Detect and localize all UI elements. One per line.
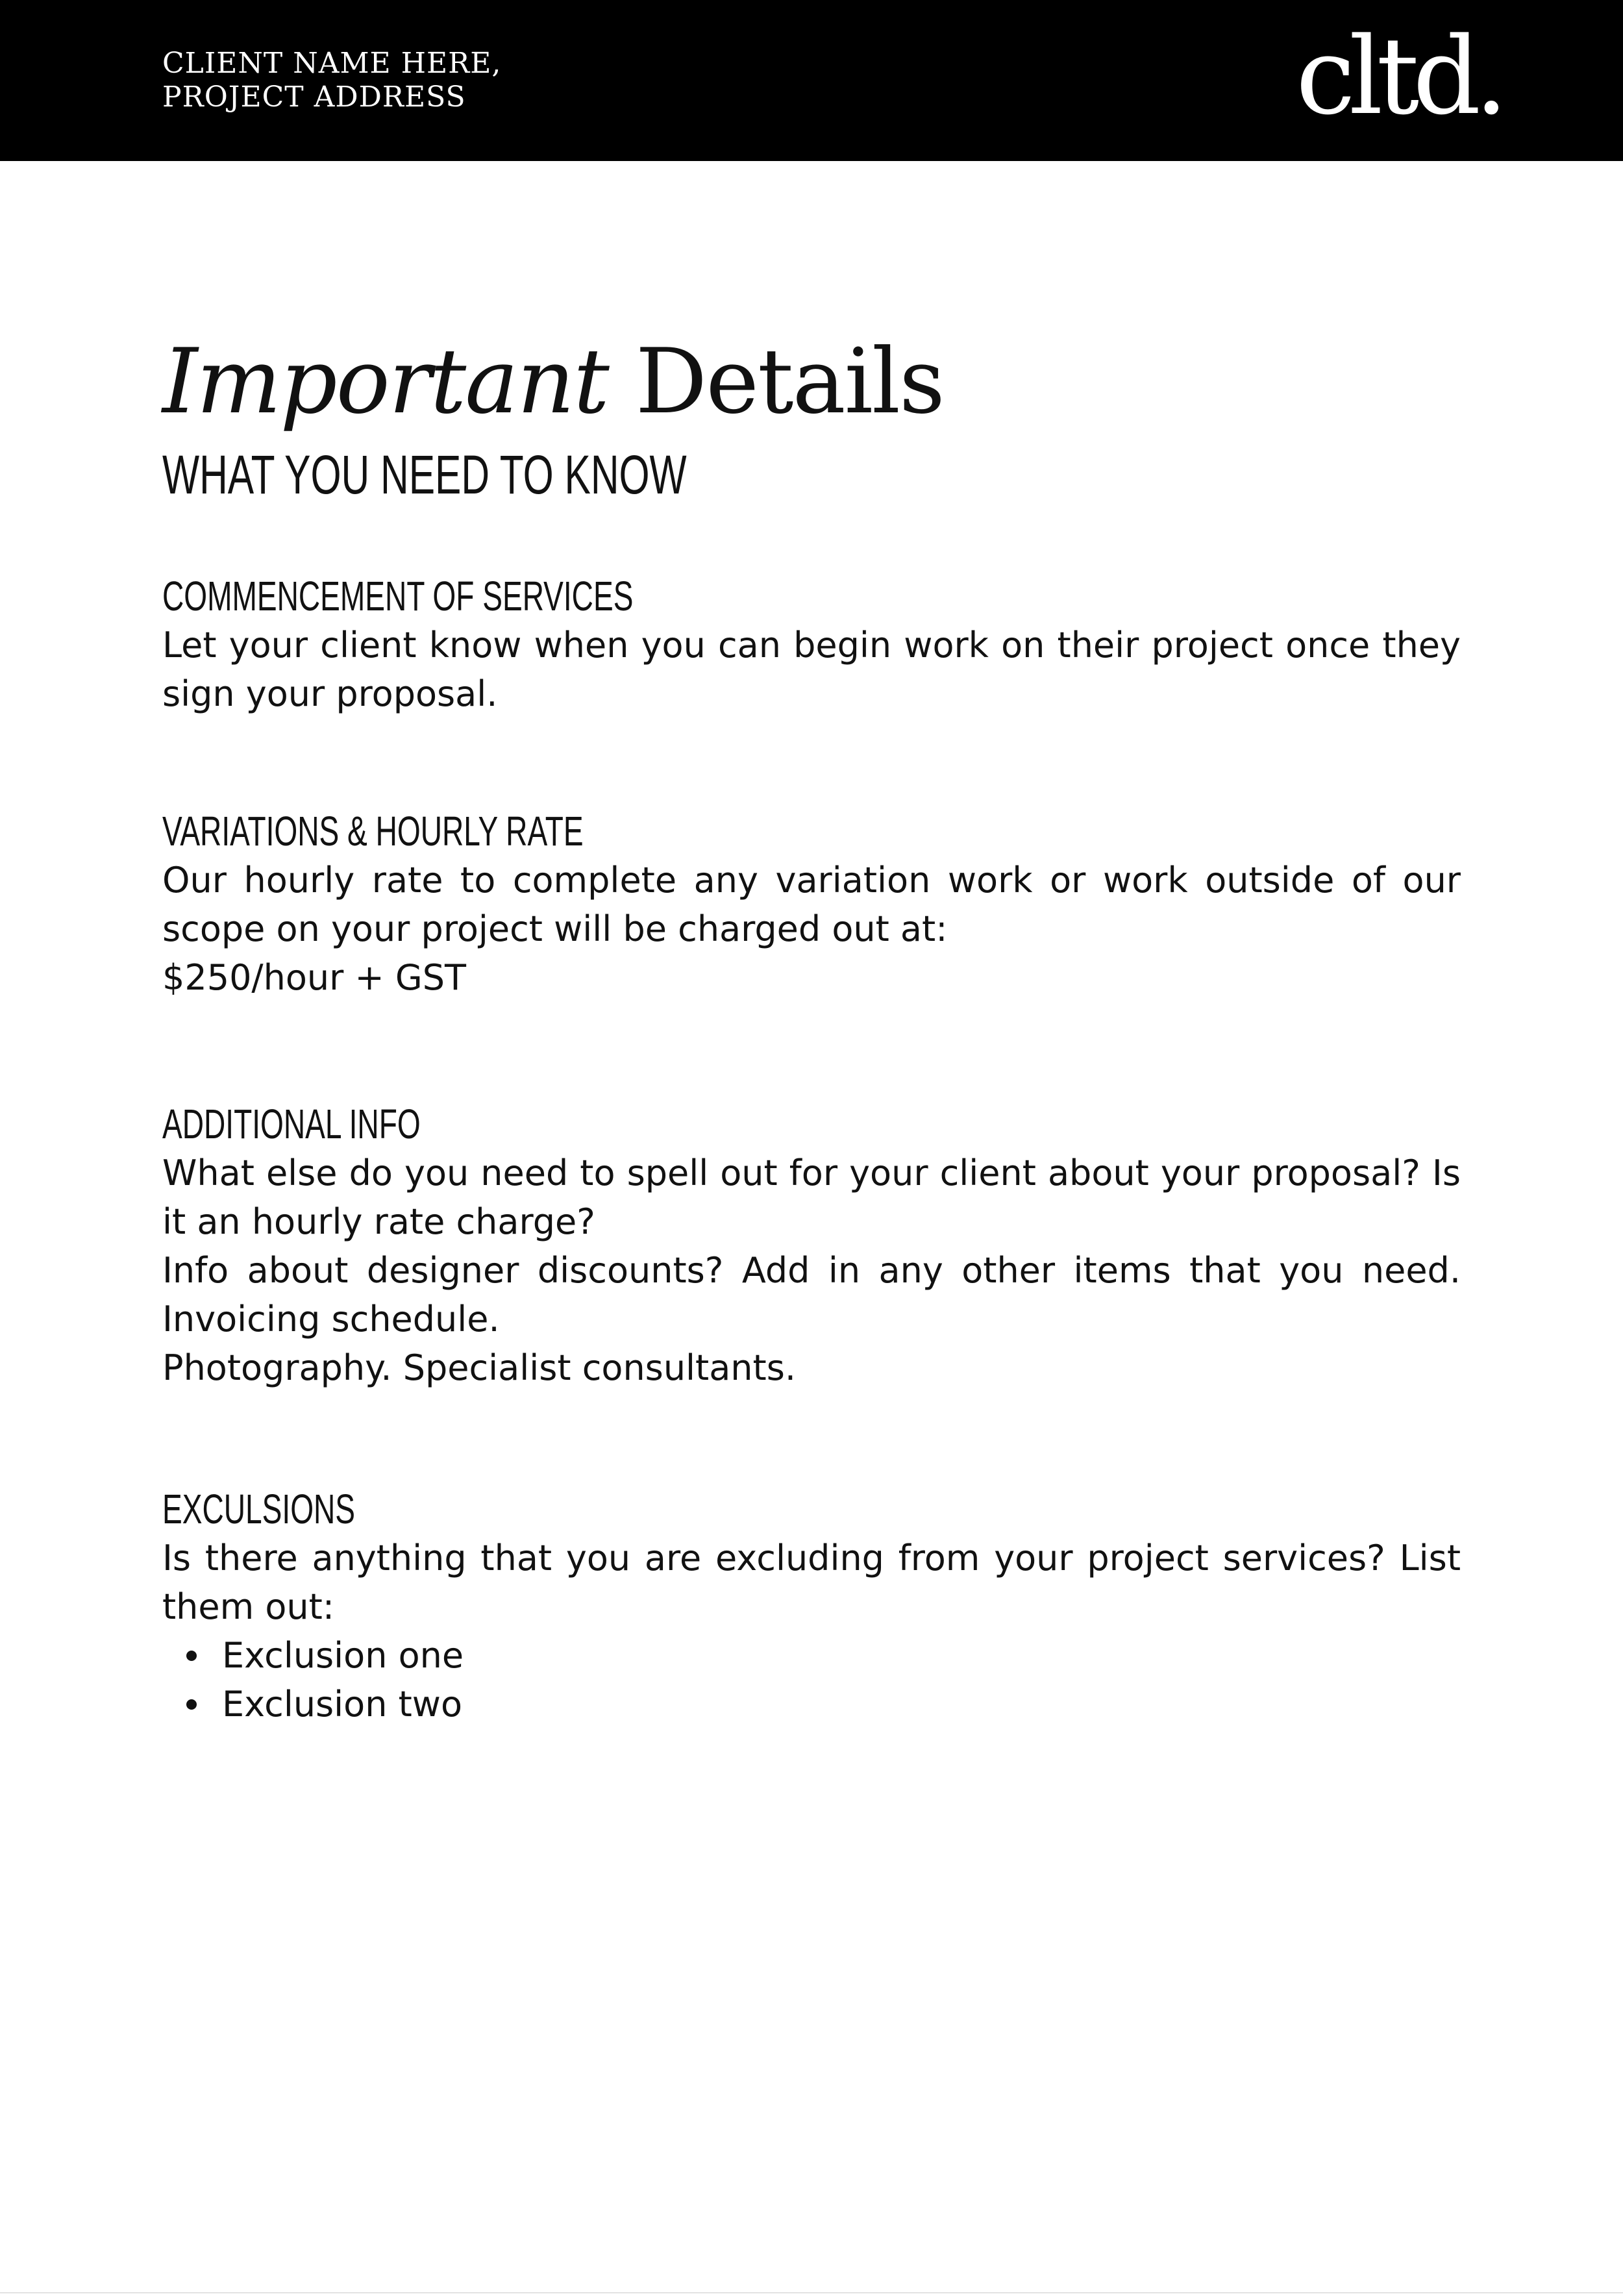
section-variations xyxy=(162,806,1461,1002)
section-additional-info xyxy=(162,1099,1461,1392)
hourly-rate: $250/hour + GST xyxy=(162,957,466,998)
section-heading: VARIATIONS & HOURLY RATE xyxy=(162,808,584,855)
section-body: Our hourly rate to complete any variation work or work outside of our scope on your project will be charged out at: xyxy=(162,860,1461,949)
list-item xyxy=(162,1680,1461,1728)
section-heading: COMMENCEMENT OF SERVICES xyxy=(162,573,634,619)
section-body: Let your client know when you can begin work on their project once they sign your proposal. xyxy=(162,625,1461,714)
section-commencement xyxy=(162,571,1461,718)
section-exclusions xyxy=(162,1484,1461,1728)
project-address: PROJECT ADDRESS xyxy=(162,81,466,114)
page-subtitle: WHAT YOU NEED TO KNOW xyxy=(162,444,687,505)
bullet-icon xyxy=(186,1651,197,1661)
page-content xyxy=(162,325,1461,1725)
page-bottom-divider xyxy=(0,2292,1623,2293)
page-title xyxy=(162,325,1461,439)
list-item xyxy=(162,1631,1461,1680)
section-heading: EXCULSIONS xyxy=(162,1486,356,1532)
section-heading: ADDITIONAL INFO xyxy=(162,1101,421,1147)
title-italic-word: Important xyxy=(162,329,608,434)
header-bar xyxy=(0,0,1623,161)
section-body: Is there anything that you are excluding from your project services? List them out: xyxy=(162,1538,1461,1627)
list-item-text: Exclusion one xyxy=(222,1635,464,1676)
exclusion-list xyxy=(162,1631,1461,1728)
title-regular-word: Details xyxy=(608,329,944,434)
client-info xyxy=(162,47,501,114)
section-paragraph: Info about designer discounts? Add in any other items that you need. Invoicing schedule. xyxy=(162,1250,1461,1340)
client-name: CLIENT NAME HERE, xyxy=(162,47,502,80)
section-paragraph: Photography. Specialist consultants. xyxy=(162,1347,797,1388)
section-paragraph: What else do you need to spell out for your client about your proposal? Is it an hourly rate charge? xyxy=(162,1153,1461,1242)
list-item-text: Exclusion two xyxy=(222,1684,462,1725)
bullet-icon xyxy=(186,1699,197,1710)
brand-logo: cltd. xyxy=(1296,14,1502,138)
